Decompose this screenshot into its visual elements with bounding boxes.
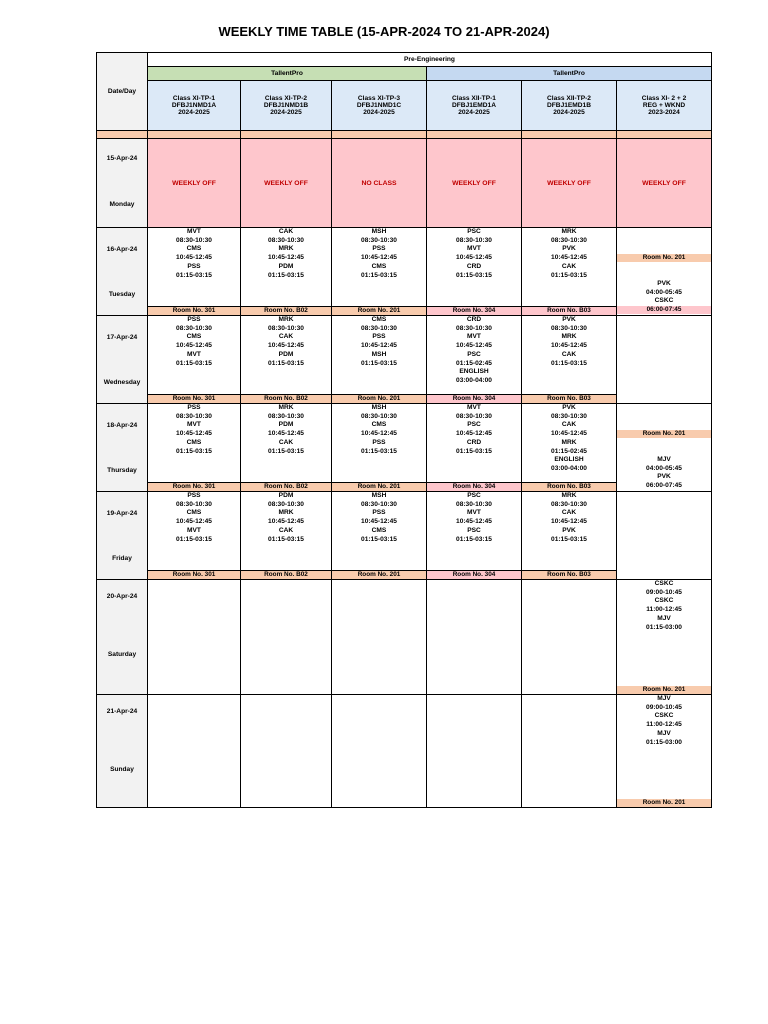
slot-line: 10:45-12:45 (361, 430, 397, 438)
weekend-class-cell (617, 404, 712, 492)
day-cell (97, 695, 148, 808)
slot-line: MRK (561, 228, 577, 235)
slot-line: CMS (371, 262, 387, 270)
slot-line: 08:30-10:30 (456, 236, 492, 244)
slot-line: MJV (657, 695, 671, 702)
slot-line: 01:15-03:15 (456, 535, 492, 543)
status-cell: WEEKLY OFF (148, 139, 241, 228)
slot-line: 10:45-12:45 (176, 254, 212, 262)
slot-line: CRD (466, 438, 482, 446)
slot-line: MVT (467, 333, 481, 341)
class-slot-cell (522, 228, 617, 307)
slot-line: 10:45-12:45 (361, 518, 397, 526)
slot-line: MJV (657, 614, 671, 622)
day-cell (97, 316, 148, 404)
class-slot-cell (241, 492, 332, 571)
slot-line: MRK (278, 509, 294, 517)
status-cell: NO CLASS (332, 139, 427, 228)
slot-line: 08:30-10:30 (176, 324, 212, 332)
slot-line: 08:30-10:30 (551, 236, 587, 244)
day-row (97, 492, 712, 571)
slot-line: PDM (278, 350, 294, 358)
slot-line: 10:45-12:45 (551, 430, 587, 438)
slot-line: CSKC (654, 580, 674, 587)
class-header: Class XI-TP-3 DFBJ1NMD1C 2024-2025 (332, 81, 427, 131)
slot-line: 01:15-03:15 (551, 359, 587, 367)
slot-line: 10:45-12:45 (551, 342, 587, 350)
slot-line: 10:45-12:45 (456, 518, 492, 526)
class-slot-cell (148, 316, 241, 395)
slot-line: MRK (561, 438, 577, 446)
slot-line: 08:30-10:30 (551, 412, 587, 420)
slot-line: 08:30-10:30 (268, 412, 304, 420)
slot-line: CMS (371, 421, 387, 429)
slot-line: MSH (371, 228, 387, 235)
slot-line: PVK (562, 404, 576, 411)
room-label: Room No. 201 (332, 571, 427, 580)
slot-line: 10:45-12:45 (176, 342, 212, 350)
room-label: Room No. 201 (332, 307, 427, 316)
slot-line: PSS (372, 438, 386, 446)
slot-line: 08:30-10:30 (551, 324, 587, 332)
empty-slot-cell (522, 695, 617, 808)
slot-line: 10:45-12:45 (456, 342, 492, 350)
class-header: Class XI-TP-1 DFBJ1NMD1A 2024-2025 (148, 81, 241, 131)
day-row-monday (97, 139, 712, 228)
slot-line: 01:15-03:00 (646, 738, 682, 746)
slot-line: MVT (187, 421, 201, 429)
slot-line: CAK (278, 333, 294, 341)
slot-line: CMS (186, 245, 202, 253)
day-cell (97, 492, 148, 580)
slot-line: 04:00-05:45 (646, 288, 682, 296)
slot-line: 08:30-10:30 (551, 500, 587, 508)
slot-line: CAK (278, 438, 294, 446)
slot-line: CAK (561, 262, 577, 270)
empty-slot-cell (332, 695, 427, 808)
slot-line: PVK (562, 316, 576, 323)
slot-line: 10:45-12:45 (551, 254, 587, 262)
day-label: Sunday (110, 766, 134, 773)
slot-line: MSH (371, 404, 387, 411)
slot-line: 08:30-10:30 (456, 324, 492, 332)
class-slot-cell (332, 492, 427, 571)
slot-line: 01:15-03:15 (361, 359, 397, 367)
room-label: Room No. 301 (148, 571, 241, 580)
slot-line: CRD (466, 262, 482, 270)
slot-line: ENGLISH (459, 368, 489, 376)
slot-line: PSS (372, 509, 386, 517)
status-cell: WEEKLY OFF (617, 139, 712, 228)
slot-line: 10:45-12:45 (361, 342, 397, 350)
timetable (96, 52, 712, 808)
slot-line: 08:30-10:30 (361, 324, 397, 332)
class-header: Class XII-TP-1 DFBJ1EMD1A 2024-2025 (427, 81, 522, 131)
slot-line: 08:30-10:30 (268, 236, 304, 244)
slot-line: PVK (562, 245, 576, 253)
empty-slot-cell (332, 580, 427, 695)
room-label: Room No. B02 (241, 571, 332, 580)
slot-line: 08:30-10:30 (361, 412, 397, 420)
weekend-class-cell (617, 695, 712, 808)
date-label: 16-Apr-24 (106, 246, 138, 253)
slot-line: MVT (187, 350, 201, 358)
slot-line: CRD (466, 316, 482, 323)
room-label: Room No. 301 (148, 395, 241, 404)
class-slot-cell (148, 492, 241, 571)
slot-line: PDM (278, 262, 294, 270)
day-cell (97, 580, 148, 695)
room-label: Room No. 304 (427, 307, 522, 316)
day-row (97, 228, 712, 307)
slot-line: 01:15-03:15 (176, 359, 212, 367)
slot-line: CAK (278, 526, 294, 534)
room-label: Room No. B02 (241, 483, 332, 492)
slot-line: 11:00-12:45 (646, 721, 682, 729)
slot-line: 08:30-10:30 (176, 236, 212, 244)
slot-line: MRK (561, 492, 577, 499)
slot-line: ENGLISH (554, 456, 584, 464)
class-slot-cell (148, 404, 241, 483)
slot-line: 01:15-03:15 (361, 535, 397, 543)
slot-line: PSS (187, 262, 201, 270)
slot-line: 01:15-03:00 (646, 623, 682, 631)
day-cell (97, 139, 148, 228)
slot-line: CSKC (654, 297, 674, 305)
slot-line: 08:30-10:30 (176, 500, 212, 508)
slot-line: MRK (561, 333, 577, 341)
class-slot-cell (427, 492, 522, 571)
slot-line: 01:15-03:15 (176, 447, 212, 455)
slot-line: 01:15-03:15 (176, 271, 212, 279)
slot-line: PSS (187, 492, 201, 499)
slot-line: PSC (467, 350, 481, 358)
day-label: Monday (109, 201, 135, 208)
class-slot-cell (427, 228, 522, 307)
slot-line: 01:15-03:15 (361, 447, 397, 455)
class-slot-cell (522, 404, 617, 483)
day-row (97, 695, 712, 808)
day-label: Thursday (107, 467, 137, 474)
slot-line: CSKC (654, 712, 674, 720)
room-label: Room No. B02 (241, 307, 332, 316)
slot-line: 10:45-12:45 (551, 518, 587, 526)
slot-line: 01:15-03:15 (268, 535, 304, 543)
class-slot-cell (241, 404, 332, 483)
class-slot-cell (148, 228, 241, 307)
class-slot-cell (427, 404, 522, 483)
slot-line: 08:30-10:30 (456, 412, 492, 420)
slot-line: MSH (371, 350, 387, 358)
slot-line: 11:00-12:45 (646, 606, 682, 614)
spacer-row (97, 131, 712, 139)
slot-line: 06:00-07:45 (646, 482, 682, 490)
date-label: 18-Apr-24 (106, 422, 138, 429)
slot-line: 04:00-05:45 (646, 464, 682, 472)
slot-line: CMS (186, 438, 202, 446)
slot-line: 03:00-04:00 (456, 376, 492, 384)
date-label: 21-Apr-24 (106, 708, 138, 715)
slot-line: MJV (657, 729, 671, 737)
room-label: Room No. B02 (241, 395, 332, 404)
status-cell: WEEKLY OFF (522, 139, 617, 228)
slot-line: PSC (467, 421, 481, 429)
day-row (97, 580, 712, 695)
slot-line: 01:15-03:15 (268, 359, 304, 367)
slot-line: CAK (278, 228, 294, 235)
status-cell: WEEKLY OFF (241, 139, 332, 228)
day-label: Saturday (107, 651, 137, 658)
slot-line: 10:45-12:45 (268, 518, 304, 526)
slot-line: 10:45-12:45 (176, 430, 212, 438)
empty-slot-cell (241, 695, 332, 808)
class-header: Class XI- 2 + 2 REG + WKND 2023-2024 (617, 81, 712, 131)
slot-line: 10:45-12:45 (268, 342, 304, 350)
slot-line: MRK (278, 404, 294, 411)
slot-line: CMS (371, 526, 387, 534)
slot-line: 09:00-10:45 (646, 703, 682, 711)
group-header-xii: TallentPro (427, 67, 712, 81)
class-slot-cell (332, 404, 427, 483)
class-slot-cell (522, 492, 617, 571)
room-label: Room No. B03 (522, 571, 617, 580)
slot-line: 08:30-10:30 (268, 500, 304, 508)
group-header-xi: TallentPro (148, 67, 427, 81)
slot-line: MRK (278, 245, 294, 253)
slot-line: MSH (371, 492, 387, 499)
slot-line: 01:15-03:15 (361, 271, 397, 279)
class-slot-cell (522, 316, 617, 395)
slot-line: CMS (371, 316, 387, 323)
weekend-class-cell (617, 316, 712, 404)
class-header: Class XI-TP-2 DFBJ1NMD1B 2024-2025 (241, 81, 332, 131)
slot-line: 08:30-10:30 (456, 500, 492, 508)
slot-line: 10:45-12:45 (456, 430, 492, 438)
class-slot-cell (241, 316, 332, 395)
room-label: Room No. 301 (148, 483, 241, 492)
slot-line: CMS (186, 333, 202, 341)
slot-line: 08:30-10:30 (268, 324, 304, 332)
empty-slot-cell (241, 580, 332, 695)
slot-line: 01:15-02:45 (551, 447, 587, 455)
class-slot-cell (241, 228, 332, 307)
room-label: Room No. 201 (617, 430, 711, 438)
room-label: Room No. 201 (617, 254, 711, 262)
day-label: Wednesday (103, 379, 141, 386)
slot-line: CAK (561, 509, 577, 517)
slot-line: PSC (467, 526, 481, 534)
slot-line: MRK (278, 316, 294, 323)
slot-line: 08:30-10:30 (176, 412, 212, 420)
slot-line: PSC (467, 228, 481, 235)
slot-line: CSKC (654, 597, 674, 605)
program-header: Pre-Engineering (148, 53, 712, 67)
day-label: Friday (112, 555, 132, 562)
slot-line: PSS (372, 333, 386, 341)
day-row (97, 316, 712, 395)
room-label: Room No. 301 (148, 307, 241, 316)
slot-line: CMS (186, 509, 202, 517)
slot-line: PVK (657, 473, 671, 481)
date-day-header: Date/Day (97, 53, 148, 131)
slot-line: PDM (278, 421, 294, 429)
slot-line: MVT (467, 404, 481, 411)
class-slot-cell (332, 316, 427, 395)
weekend-class-cell (617, 492, 712, 580)
slot-line: PSC (467, 492, 481, 499)
day-row (97, 404, 712, 483)
room-label: Room No. B03 (522, 307, 617, 316)
date-label: 20-Apr-24 (106, 593, 138, 600)
room-label: Room No. 201 (332, 483, 427, 492)
slot-line: CAK (561, 350, 577, 358)
class-slot-cell (427, 316, 522, 395)
slot-line: PSS (187, 404, 201, 411)
slot-line: 01:15-02:45 (456, 359, 492, 367)
slot-line: 08:30-10:30 (361, 236, 397, 244)
slot-line: MJV (657, 456, 671, 463)
slot-line: CAK (561, 421, 577, 429)
class-header: Class XII-TP-2 DFBJ1EMD1B 2024-2025 (522, 81, 617, 131)
slot-line: 01:15-03:15 (176, 535, 212, 543)
day-cell (97, 404, 148, 492)
slot-line: 10:45-12:45 (176, 518, 212, 526)
room-label: Room No. 201 (332, 395, 427, 404)
slot-line: PDM (278, 492, 294, 499)
day-cell (97, 228, 148, 316)
class-slot-cell (332, 228, 427, 307)
slot-line: 01:15-03:15 (551, 271, 587, 279)
room-label: Room No. B03 (522, 483, 617, 492)
slot-line: PSS (372, 245, 386, 253)
room-label: Room No. 304 (427, 395, 522, 404)
empty-slot-cell (427, 695, 522, 808)
slot-line: PSS (187, 316, 201, 323)
slot-line: PVK (562, 526, 576, 534)
page-title: WEEKLY TIME TABLE (15-APR-2024 TO 21-APR-2024) (218, 24, 550, 39)
empty-slot-cell (148, 580, 241, 695)
empty-slot-cell (148, 695, 241, 808)
date-label: 15-Apr-24 (106, 155, 138, 162)
slot-line: MVT (467, 509, 481, 517)
weekend-class-cell (617, 228, 712, 316)
highlighted-slot: 06:00-07:45 (617, 306, 711, 314)
room-label: Room No. B03 (522, 395, 617, 404)
slot-line: 10:45-12:45 (268, 254, 304, 262)
weekend-class-cell (617, 580, 712, 695)
slot-line: 10:45-12:45 (361, 254, 397, 262)
slot-line: MVT (467, 245, 481, 253)
slot-line: 01:15-03:15 (456, 447, 492, 455)
slot-line: 10:45-12:45 (268, 430, 304, 438)
room-label: Room No. 201 (617, 799, 711, 807)
slot-line: 01:15-03:15 (456, 271, 492, 279)
slot-line: MVT (187, 228, 201, 235)
room-label: Room No. 304 (427, 571, 522, 580)
slot-line: 01:15-03:15 (268, 271, 304, 279)
empty-slot-cell (522, 580, 617, 695)
room-label: Room No. 201 (617, 686, 711, 694)
slot-line: MVT (187, 526, 201, 534)
slot-line: PVK (657, 280, 671, 287)
slot-line: 09:00-10:45 (646, 588, 682, 596)
empty-slot-cell (427, 580, 522, 695)
slot-line: 01:15-03:15 (268, 447, 304, 455)
date-label: 19-Apr-24 (106, 510, 138, 517)
slot-line: 10:45-12:45 (456, 254, 492, 262)
room-label: Room No. 304 (427, 483, 522, 492)
slot-line: 01:15-03:15 (551, 535, 587, 543)
day-label: Tuesday (108, 291, 136, 298)
class-header-row (97, 81, 712, 131)
date-label: 17-Apr-24 (106, 334, 138, 341)
slot-line: 08:30-10:30 (361, 500, 397, 508)
slot-line: 03:00-04:00 (551, 464, 587, 472)
status-cell: WEEKLY OFF (427, 139, 522, 228)
